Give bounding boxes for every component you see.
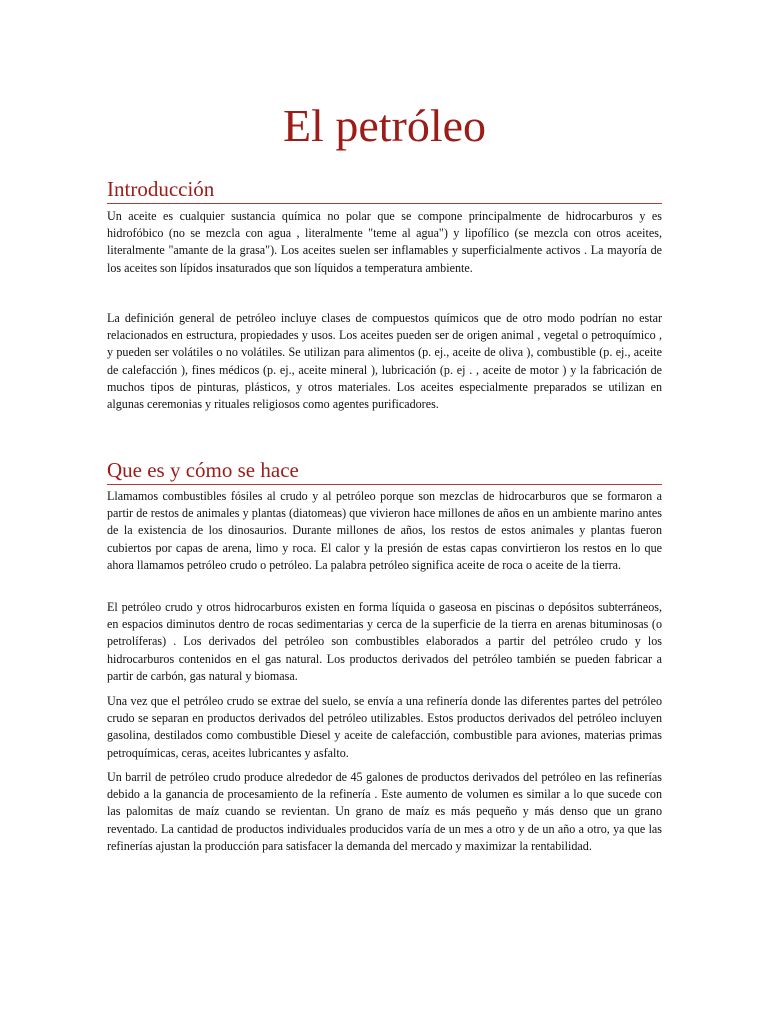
paragraph: Un aceite es cualquier sustancia química no polar que se compone principalmente de hidrocarburos y es hidrofóbico (no se mezcla con agua , literalmente "teme al agua") y lipofílico (se mezcla con otros aceites, literalmente "amante de la grasa"). Los aceites suelen ser inflamables y superficialmente activos . La mayoría de los aceites son lípidos insaturados que son líquidos a temperatura ambiente. xyxy=(107,209,662,275)
section-heading-que-es: Que es y cómo se hace xyxy=(107,457,662,485)
section-heading-introduccion: Introducción xyxy=(107,176,662,204)
document-title: El petróleo xyxy=(282,100,487,151)
paragraph: Un barril de petróleo crudo produce alrededor de 45 galones de productos derivados del petróleo en las refinerías debido a la ganancia de procesamiento de la refinería . Este aumento de volumen es similar a lo que sucede con las palomitas de maíz cuando se revientan. Un grano de maíz es más pequeño y más denso que un grano reventado. La cantidad de productos individuales producidos varía de un mes a otro y de un año a otro, ya que las refinerías ajustan la producción para satisfacer la demanda del mercado y maximizar la rentabilidad. xyxy=(107,770,662,853)
paragraph: El petróleo crudo y otros hidrocarburos existen en forma líquida o gaseosa en piscinas o depósitos subterráneos, en espacios diminutos dentro de rocas sedimentarias y cerca de la superficie de la tierra en arenas bituminosas (o petrolíferas) . Los derivados del petróleo son combustibles elaborados a partir del petróleo crudo y los hidrocarburos contenidos en el gas natural. Los productos derivados del petróleo también se pueden fabricar a partir de carbón, gas natural y biomasa. xyxy=(107,600,662,683)
paragraph: Llamamos combustibles fósiles al crudo y al petróleo porque son mezclas de hidrocarburos que se formaron a partir de restos de animales y plantas (diatomeas) que vivieron hace millones de años en un ambiente marino antes de la existencia de los dinosaurios. Durante millones de años, los restos de estos animales y plantas fueron cubiertos por capas de arena, limo y roca. El calor y la presión de estas capas convirtieron los restos en lo que ahora llamamos petróleo crudo o petróleo. La palabra petróleo significa aceite de roca o aceite de la tierra. xyxy=(107,489,662,572)
paragraph: La definición general de petróleo incluye clases de compuestos químicos que de otro modo podrían no estar relacionados en estructura, propiedades y usos. Los aceites pueden ser de origen animal , vegetal o petroquímico , y pueden ser volátiles o no volátiles. Se utilizan para alimentos (p. ej., aceite de oliva ), combustible (p. ej., aceite de calefacción ), fines médicos (p. ej., aceite mineral ), lubricación (p. ej . , aceite de motor ) y la fabricación de muchos tipos de pinturas, plásticos, y otros materiales. Los aceites especialmente preparados se utilizan en algunas ceremonias y rituales religiosos como agentes purificadores. xyxy=(107,311,662,412)
paragraph: Una vez que el petróleo crudo se extrae del suelo, se envía a una refinería donde las diferentes partes del petróleo crudo se separan en productos derivados del petróleo utilizables. Estos productos derivados del petróleo incluyen gasolina, destilados como combustible Diesel y aceite de calefacción, combustible para aviones, materias primas petroquímicas, ceras, aceites lubricantes y asfalto. xyxy=(107,694,662,760)
